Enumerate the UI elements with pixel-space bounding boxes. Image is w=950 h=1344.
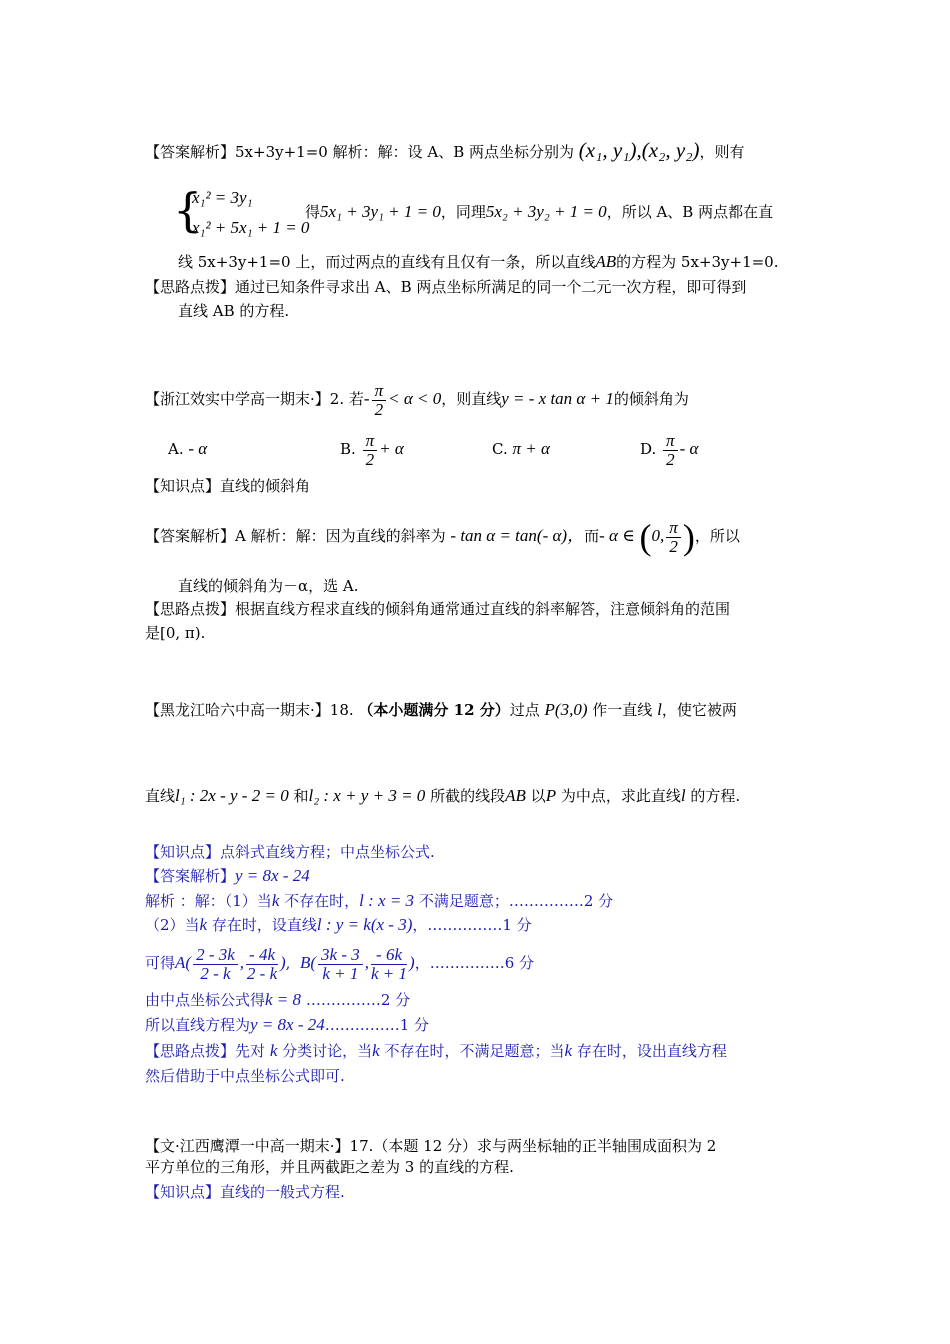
frac-num: π	[363, 432, 378, 451]
line-l2: l₂ : x + y + 3 = 0	[308, 786, 426, 805]
question-text-3: 的倾斜角为	[613, 390, 689, 408]
line-l: l	[680, 786, 686, 805]
answer-eq: y = 8x - 24	[235, 866, 310, 885]
frac-num: - 4k	[246, 946, 278, 965]
frac-den: k + 1	[371, 963, 408, 983]
answer-line-3	[178, 252, 779, 272]
frac-den: 2 - k	[246, 963, 278, 983]
step-eq: l : x = 3	[359, 891, 415, 910]
var-k: k	[372, 1041, 380, 1060]
option-frac	[663, 432, 678, 469]
step-eq: y = 8x - 24	[250, 1015, 325, 1034]
system-row-2: x₁² + 5x₁ + 1 = 0	[192, 218, 310, 237]
interval-left-paren: (	[639, 517, 652, 557]
option-label: A.	[168, 440, 184, 458]
option-value: - α	[188, 439, 208, 458]
tip-text: 先对	[235, 1042, 266, 1060]
tip-2-line-2: 是[0, π).	[145, 624, 206, 642]
step-1	[145, 891, 613, 911]
tip-2-line-1	[145, 599, 730, 619]
system-brace: {	[173, 183, 203, 237]
question-17: 【文·江西鹰潭一中高一期末·】17.（本题 12 分）求与两坐标轴的正半轴围成面积为 2	[145, 1137, 717, 1155]
tip-text: 根据直线方程求直线的倾斜角通常通过直线的斜率解答，注意倾斜角的范围	[235, 600, 731, 618]
step-score: ，……………6 分	[414, 954, 535, 972]
answer-line-1	[145, 140, 745, 162]
frac-ax	[193, 946, 238, 983]
close-paren: )	[409, 953, 415, 972]
option-label: D.	[640, 440, 657, 458]
option-label: B.	[340, 440, 356, 458]
frac-num: π	[663, 432, 678, 451]
step-text: 解析 ：解：（1）当	[145, 892, 272, 910]
answer-18	[145, 866, 310, 886]
frac-num: 3k - 3	[318, 946, 363, 965]
comma: ,	[364, 953, 369, 972]
comma: ,	[239, 953, 245, 972]
question-text-2: ，则直线	[441, 390, 502, 408]
ineq-right: < α < 0	[388, 389, 442, 408]
step-text: 可得	[145, 954, 176, 972]
q-text-2: 所截的线段	[430, 787, 506, 805]
derive-text: 得	[305, 203, 321, 221]
answer-tag: 【答案解析】	[145, 527, 236, 545]
pi-over-2	[372, 382, 387, 419]
derive-text-2: ，同理	[440, 203, 486, 221]
answer-and: 而	[584, 527, 600, 545]
step-score: 不满足题意；……………2 分	[418, 892, 614, 910]
q-text-4: 为中点，求此直线	[560, 787, 681, 805]
frac-num: - 6k	[371, 946, 407, 965]
question-2	[145, 378, 689, 420]
frac-den: 2	[374, 399, 384, 419]
option-label: C.	[492, 440, 508, 458]
tip-tag: 【思路点拨】	[145, 600, 236, 618]
q-text-5: 的方程.	[690, 787, 741, 805]
step-5	[145, 1015, 429, 1035]
q-and: 和	[293, 787, 309, 805]
knowledge-point-17: 【知识点】直线的一般式方程.	[145, 1183, 345, 1201]
coords-formula: (x₁, y₁),(x₂, y₂)	[578, 138, 700, 162]
close-paren: )	[280, 953, 286, 972]
tip-tag: 【思路点拨】	[145, 278, 236, 296]
step-4	[145, 990, 410, 1010]
step-text: （2）当	[145, 916, 200, 934]
slope-eq: - tan α = tan(- α)，	[450, 526, 585, 545]
step-score: ……………2 分	[305, 991, 411, 1009]
point-b: B(	[299, 953, 317, 972]
derive-text-3: ，所以 A、B 两点都在直	[606, 203, 774, 221]
option-value: π + α	[512, 439, 550, 458]
interval-end	[666, 519, 681, 556]
step-3: 可得A( $\frac{2 - 3k}{2 - k}$ , $\frac{- 4k}{2 - k}$ ), B( $\frac{3k - 3}{k + 1}$ , $\frac{- 6k}{k + 1}$ )，……………6 分	[145, 944, 535, 983]
tip-text: 通过已知条件寻求出 A、B 两点坐标所满足的同一个二元一次方程，即可得到	[235, 278, 747, 296]
segment-ab: AB	[505, 786, 526, 805]
line-l1: l₁ : 2x - y - 2 = 0	[175, 786, 289, 805]
answer-cont-2: 的方程为 5x+3y+1=0.	[616, 253, 779, 271]
answer-tail: ，则有	[699, 143, 745, 161]
step-score: ……………1 分	[324, 1016, 430, 1034]
answer-tag: 【答案解析】	[145, 143, 236, 161]
frac-num: π	[372, 382, 387, 401]
question-text: 过点	[509, 701, 540, 719]
answer-tag: 【答案解析】	[145, 867, 236, 885]
step-text-2: 存在时，设直线	[211, 916, 317, 934]
var-k: k	[269, 1041, 278, 1060]
tip-text-3: 不存在时，不满足题意；当	[384, 1042, 565, 1060]
system-derivation	[305, 202, 773, 222]
frac-num: 2 - 3k	[193, 946, 238, 965]
question-18	[145, 700, 737, 720]
tip-line-1	[145, 277, 746, 297]
ineq-minus: -	[363, 389, 370, 408]
step-2	[145, 915, 532, 935]
frac-den: 2	[666, 449, 675, 469]
answer-tail: ，所以	[694, 527, 740, 545]
tip-18-line-1	[145, 1041, 727, 1061]
option-a	[168, 428, 207, 470]
point-p: P	[545, 786, 557, 805]
question-18-line-2	[145, 786, 740, 806]
line-equation: y = - x tan α + 1	[501, 389, 614, 408]
frac-by	[371, 946, 407, 983]
answer-text: A 解析：解：因为直线的斜率为	[235, 527, 446, 545]
equation-b: 5x₂ + 3y₂ + 1 = 0	[485, 202, 607, 221]
line-l: l	[657, 700, 662, 719]
answer-text: 5x+3y+1=0 解析：解：设 A、B 两点坐标分别为	[235, 143, 574, 161]
option-tail: - α	[679, 439, 699, 458]
q-text-3: 以	[530, 787, 546, 805]
option-b	[340, 428, 404, 470]
knowledge-point-2	[145, 476, 310, 496]
segment-ab: AB	[595, 252, 617, 271]
option-c	[492, 428, 550, 470]
step-eq: l : y = k(x - 3)	[316, 915, 413, 934]
kp-tag: 【知识点】	[145, 477, 221, 495]
frac-bx	[318, 946, 363, 983]
interval-start: 0,	[651, 526, 665, 545]
tip-18-line-2: 然后借助于中点坐标公式即可.	[145, 1067, 345, 1085]
var-k: k	[271, 891, 280, 910]
tip-text-2: 分类讨论，当	[282, 1042, 373, 1060]
option-d	[640, 428, 698, 470]
question-text: 若	[348, 390, 364, 408]
tip-tag: 【思路点拨】	[145, 1042, 236, 1060]
knowledge-point-18: 【知识点】点斜式直线方程；中点坐标公式.	[145, 843, 435, 861]
step-text-2: 不存在时，	[284, 892, 360, 910]
score-note: （本小题满分 12 分）	[358, 701, 510, 719]
answer-2	[145, 515, 740, 558]
question-source: 【浙江效实中学高一期末·】2.	[145, 390, 345, 408]
system-row-1: x₁² = 3y₁	[192, 188, 253, 207]
frac-den: 2 - k	[200, 963, 231, 983]
step-text: 所以直线方程为	[145, 1016, 251, 1034]
step-score: ，……………1 分	[412, 916, 532, 934]
frac-num: π	[666, 519, 681, 538]
question-text-2: 作一直线	[592, 701, 653, 719]
frac-den: 2	[669, 536, 678, 556]
frac-den: k + 1	[322, 963, 359, 983]
answer-2-line-2: 直线的倾斜角为－α，选 A.	[178, 577, 359, 595]
option-tail: + α	[379, 439, 404, 458]
step-text: 由中点坐标公式得	[145, 991, 266, 1009]
var-k: k	[199, 915, 208, 934]
q-text: 直线	[145, 787, 176, 805]
kp-text: 直线的倾斜角	[220, 477, 311, 495]
question-source: 【黑龙江哈六中高一期末·】18.	[145, 701, 354, 719]
tip-text-4: 存在时，设出直线方程	[576, 1042, 727, 1060]
equation-a: 5x₁ + 3y₁ + 1 = 0	[320, 202, 441, 221]
frac-ay	[246, 946, 278, 983]
answer-cont: 线 5x+3y+1=0 上，而过两点的直线有且仅有一条，所以直线	[178, 253, 596, 271]
tip-line-2: 直线 AB 的方程.	[178, 302, 290, 320]
frac-den: 2	[365, 449, 375, 469]
var-k: k	[564, 1041, 573, 1060]
question-17-line-2: 平方单位的三角形，并且两截距之差为 3 的直线的方程.	[145, 1158, 514, 1176]
question-text-3: ，使它被两	[661, 701, 737, 719]
point-a: A(	[175, 953, 192, 972]
range-expr: - α ∈	[599, 526, 635, 545]
interval-right-paren: )	[682, 517, 695, 557]
option-frac	[363, 432, 378, 469]
step-eq: k = 8	[265, 990, 302, 1009]
point-p: P(3,0)	[544, 700, 588, 719]
